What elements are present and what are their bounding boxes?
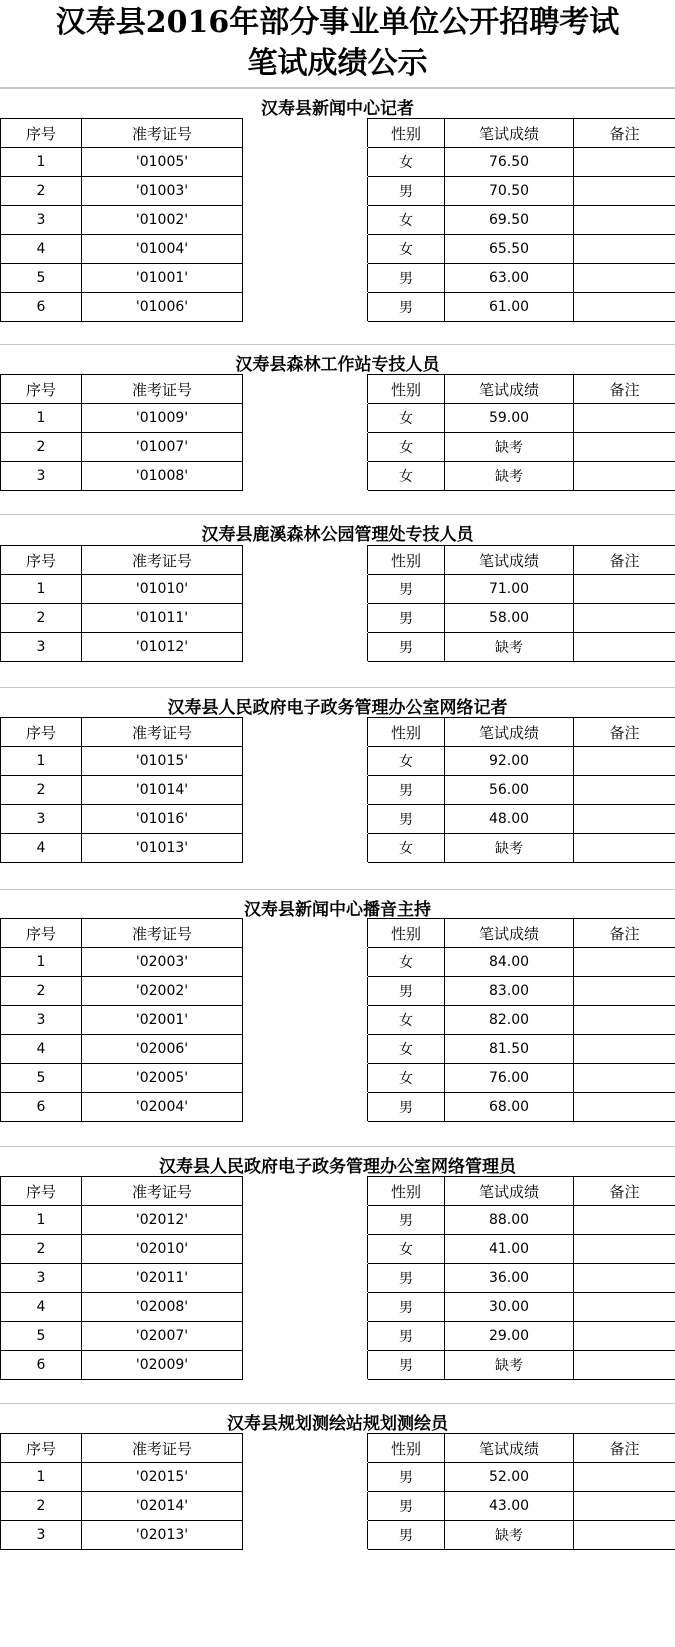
cell-seq: 1 [1,948,82,977]
cell-name-blank [243,948,368,977]
cell-sex: 女 [368,948,445,977]
table-row [1,235,675,264]
cell-seq: 2 [1,1235,82,1264]
cell-name-blank [243,462,368,491]
table-row [1,1093,675,1122]
cell-seq: 2 [1,433,82,462]
table-header-row [1,1434,675,1463]
cell-ticket: '01009' [82,404,243,433]
header-note: 备注 [574,1434,675,1463]
cell-ticket: '01007' [82,433,243,462]
cell-note [574,264,675,293]
table-header-row [1,546,675,575]
header-seq: 序号 [1,1434,82,1463]
cell-name-blank [243,1093,368,1122]
results-table [0,717,675,863]
cell-sex: 女 [368,148,445,177]
cell-score: 58.00 [445,604,574,633]
cell-ticket: '02004' [82,1093,243,1122]
cell-ticket: '01014' [82,776,243,805]
table-row [1,264,675,293]
results-table [0,918,675,1122]
cell-ticket: '01001' [82,264,243,293]
table-row [1,293,675,322]
header-seq: 序号 [1,119,82,148]
table-row [1,206,675,235]
header-score: 笔试成绩 [445,1177,574,1206]
cell-name-blank [243,1293,368,1322]
cell-name-blank [243,404,368,433]
cell-name-blank [243,604,368,633]
cell-ticket: '02013' [82,1521,243,1550]
section-title: 汉寿县新闻中心记者 [261,99,414,119]
cell-name-blank [243,805,368,834]
table-header-row [1,919,675,948]
header-score: 笔试成绩 [445,546,574,575]
cell-seq: 2 [1,1492,82,1521]
cell-name-blank [243,264,368,293]
table-row [1,404,675,433]
cell-note [574,1322,675,1351]
page-header [0,0,675,88]
cell-score: 76.50 [445,148,574,177]
cell-note [574,977,675,1006]
cell-ticket: '02002' [82,977,243,1006]
cell-ticket: '01002' [82,206,243,235]
cell-sex: 男 [368,1521,445,1550]
cell-note [574,404,675,433]
header-ticket: 准考证号 [82,718,243,747]
cell-sex: 女 [368,834,445,863]
header-sex: 性别 [368,375,445,404]
cell-name-blank [243,235,368,264]
cell-ticket: '01012' [82,633,243,662]
cell-score: 81.50 [445,1035,574,1064]
cell-seq: 1 [1,1463,82,1492]
header-note: 备注 [574,919,675,948]
cell-sex: 女 [368,1035,445,1064]
cell-note [574,206,675,235]
cell-score: 缺考 [445,433,574,462]
cell-ticket: '01003' [82,177,243,206]
table-row [1,747,675,776]
cell-seq: 6 [1,1351,82,1380]
cell-note [574,293,675,322]
cell-score: 29.00 [445,1322,574,1351]
header-sex: 性别 [368,546,445,575]
header-note: 备注 [574,119,675,148]
cell-ticket: '01005' [82,148,243,177]
cell-note [574,1064,675,1093]
table-row [1,977,675,1006]
cell-note [574,1264,675,1293]
cell-name-blank [243,1322,368,1351]
cell-sex: 男 [368,1351,445,1380]
cell-sex: 女 [368,747,445,776]
cell-name-blank [243,206,368,235]
cell-score: 70.50 [445,177,574,206]
cell-note [574,1351,675,1380]
cell-seq: 5 [1,1322,82,1351]
cell-ticket: '02007' [82,1322,243,1351]
header-seq: 序号 [1,919,82,948]
header-name-blank [243,119,368,148]
cell-note [574,805,675,834]
header-score: 笔试成绩 [445,375,574,404]
cell-seq: 6 [1,1093,82,1122]
header-score: 笔试成绩 [445,919,574,948]
cell-sex: 女 [368,1235,445,1264]
cell-score: 59.00 [445,404,574,433]
header-name-blank [243,546,368,575]
cell-ticket: '02001' [82,1006,243,1035]
cell-seq: 4 [1,1035,82,1064]
cell-name-blank [243,1006,368,1035]
table-header-row [1,119,675,148]
header-score: 笔试成绩 [445,718,574,747]
table-row [1,633,675,662]
header-ticket: 准考证号 [82,119,243,148]
header-ticket: 准考证号 [82,546,243,575]
header-sex: 性别 [368,119,445,148]
cell-ticket: '02011' [82,1264,243,1293]
header-note: 备注 [574,546,675,575]
table-row [1,1293,675,1322]
cell-score: 52.00 [445,1463,574,1492]
cell-score: 缺考 [445,462,574,491]
cell-score: 69.50 [445,206,574,235]
cell-name-blank [243,433,368,462]
cell-sex: 男 [368,1463,445,1492]
cell-score: 63.00 [445,264,574,293]
cell-sex: 男 [368,776,445,805]
table-row [1,776,675,805]
cell-ticket: '01013' [82,834,243,863]
cell-ticket: '02015' [82,1463,243,1492]
cell-name-blank [243,834,368,863]
cell-score: 82.00 [445,1006,574,1035]
cell-note [574,1521,675,1550]
cell-sex: 女 [368,404,445,433]
table-row [1,1206,675,1235]
cell-ticket: '01006' [82,293,243,322]
cell-note [574,177,675,206]
cell-seq: 1 [1,404,82,433]
cell-note [574,433,675,462]
cell-sex: 女 [368,462,445,491]
cell-ticket: '02008' [82,1293,243,1322]
table-row [1,1264,675,1293]
cell-seq: 2 [1,177,82,206]
section-divider [0,1403,675,1404]
cell-score: 43.00 [445,1492,574,1521]
header-name-blank [243,919,368,948]
header-note: 备注 [574,375,675,404]
table-row [1,177,675,206]
table-row [1,433,675,462]
table-row [1,462,675,491]
cell-name-blank [243,575,368,604]
header-name-blank [243,718,368,747]
cell-note [574,462,675,491]
cell-note [574,148,675,177]
section-divider [0,1146,675,1147]
cell-seq: 5 [1,1064,82,1093]
cell-name-blank [243,1035,368,1064]
cell-seq: 3 [1,1264,82,1293]
section-title: 汉寿县森林工作站专技人员 [235,355,440,375]
section-title: 汉寿县新闻中心播音主持 [244,900,431,920]
table-row [1,148,675,177]
cell-seq: 1 [1,747,82,776]
header-note: 备注 [574,718,675,747]
table-row [1,1463,675,1492]
table-row [1,1235,675,1264]
header-seq: 序号 [1,718,82,747]
cell-seq: 6 [1,293,82,322]
cell-note [574,1235,675,1264]
cell-score: 84.00 [445,948,574,977]
cell-name-blank [243,747,368,776]
cell-score: 76.00 [445,1064,574,1093]
section-title: 汉寿县鹿溪森林公园管理处专技人员 [201,525,474,545]
header-score: 笔试成绩 [445,119,574,148]
section-divider [0,889,675,890]
cell-name-blank [243,148,368,177]
table-row [1,1492,675,1521]
cell-ticket: '01004' [82,235,243,264]
cell-seq: 2 [1,776,82,805]
header-ticket: 准考证号 [82,375,243,404]
cell-seq: 4 [1,834,82,863]
section-divider [0,88,675,89]
cell-ticket: '02014' [82,1492,243,1521]
cell-sex: 女 [368,433,445,462]
cell-name-blank [243,776,368,805]
cell-note [574,948,675,977]
cell-note [574,1293,675,1322]
cell-ticket: '02009' [82,1351,243,1380]
section-divider [0,687,675,688]
header-sex: 性别 [368,718,445,747]
section-title: 汉寿县人民政府电子政务管理办公室网络记者 [167,698,508,718]
table-row [1,575,675,604]
cell-seq: 4 [1,235,82,264]
cell-note [574,776,675,805]
section-divider [0,514,675,515]
cell-name-blank [243,1351,368,1380]
cell-ticket: '02010' [82,1235,243,1264]
cell-seq: 3 [1,805,82,834]
cell-seq: 2 [1,977,82,1006]
cell-ticket: '01011' [82,604,243,633]
table-row [1,1322,675,1351]
cell-ticket: '02003' [82,948,243,977]
cell-ticket: '02005' [82,1064,243,1093]
cell-name-blank [243,293,368,322]
cell-note [574,235,675,264]
cell-score: 36.00 [445,1264,574,1293]
header-ticket: 准考证号 [82,919,243,948]
cell-score: 48.00 [445,805,574,834]
cell-sex: 男 [368,805,445,834]
cell-seq: 3 [1,206,82,235]
section-divider [0,344,675,345]
cell-name-blank [243,633,368,662]
cell-name-blank [243,1206,368,1235]
cell-sex: 男 [368,1293,445,1322]
table-header-row [1,375,675,404]
cell-sex: 男 [368,633,445,662]
page-subtitle: 笔试成绩公示 [247,46,428,81]
cell-sex: 男 [368,1206,445,1235]
table-header-row [1,718,675,747]
cell-score: 30.00 [445,1293,574,1322]
header-sex: 性别 [368,919,445,948]
cell-name-blank [243,1463,368,1492]
section-title: 汉寿县人民政府电子政务管理办公室网络管理员 [159,1157,516,1177]
table-row [1,948,675,977]
cell-note [574,1492,675,1521]
cell-score: 68.00 [445,1093,574,1122]
table-row [1,1035,675,1064]
cell-sex: 女 [368,1064,445,1093]
cell-sex: 男 [368,1093,445,1122]
cell-note [574,1006,675,1035]
cell-sex: 男 [368,293,445,322]
header-name-blank [243,1177,368,1206]
table-row [1,1006,675,1035]
cell-name-blank [243,1492,368,1521]
header-seq: 序号 [1,546,82,575]
cell-note [574,834,675,863]
header-sex: 性别 [368,1177,445,1206]
cell-note [574,1093,675,1122]
cell-note [574,1463,675,1492]
cell-score: 缺考 [445,1351,574,1380]
table-row [1,834,675,863]
cell-score: 缺考 [445,1521,574,1550]
cell-sex: 男 [368,177,445,206]
table-row [1,1351,675,1380]
cell-sex: 女 [368,235,445,264]
cell-score: 61.00 [445,293,574,322]
table-row [1,805,675,834]
cell-name-blank [243,1235,368,1264]
cell-score: 缺考 [445,834,574,863]
cell-score: 92.00 [445,747,574,776]
cell-score: 65.50 [445,235,574,264]
results-table [0,374,675,491]
table-row [1,1064,675,1093]
cell-sex: 男 [368,1264,445,1293]
cell-sex: 女 [368,1006,445,1035]
cell-score: 88.00 [445,1206,574,1235]
cell-sex: 男 [368,604,445,633]
cell-ticket: '01008' [82,462,243,491]
results-table [0,545,675,662]
cell-sex: 男 [368,1322,445,1351]
cell-seq: 4 [1,1293,82,1322]
cell-note [574,633,675,662]
cell-sex: 男 [368,977,445,1006]
cell-name-blank [243,1521,368,1550]
cell-seq: 3 [1,633,82,662]
header-sex: 性别 [368,1434,445,1463]
table-row [1,1521,675,1550]
header-ticket: 准考证号 [82,1434,243,1463]
header-score: 笔试成绩 [445,1434,574,1463]
results-table [0,118,675,322]
cell-note [574,604,675,633]
cell-note [574,575,675,604]
section-title: 汉寿县规划测绘站规划测绘员 [227,1414,448,1434]
cell-name-blank [243,1064,368,1093]
cell-sex: 男 [368,264,445,293]
cell-ticket: '01010' [82,575,243,604]
cell-sex: 男 [368,575,445,604]
cell-score: 41.00 [445,1235,574,1264]
header-seq: 序号 [1,1177,82,1206]
cell-ticket: '02006' [82,1035,243,1064]
cell-seq: 1 [1,1206,82,1235]
cell-score: 71.00 [445,575,574,604]
page-title: 汉寿县2016年部分事业单位公开招聘考试 [55,5,620,40]
cell-score: 56.00 [445,776,574,805]
header-ticket: 准考证号 [82,1177,243,1206]
cell-seq: 1 [1,575,82,604]
header-note: 备注 [574,1177,675,1206]
header-seq: 序号 [1,375,82,404]
results-table [0,1433,675,1550]
cell-seq: 5 [1,264,82,293]
header-name-blank [243,375,368,404]
cell-name-blank [243,977,368,1006]
cell-seq: 1 [1,148,82,177]
cell-note [574,747,675,776]
cell-score: 缺考 [445,633,574,662]
cell-seq: 3 [1,1006,82,1035]
cell-seq: 3 [1,462,82,491]
cell-ticket: '01016' [82,805,243,834]
table-header-row [1,1177,675,1206]
results-table [0,1176,675,1380]
cell-sex: 女 [368,206,445,235]
table-row [1,604,675,633]
cell-sex: 男 [368,1492,445,1521]
cell-ticket: '02012' [82,1206,243,1235]
cell-note [574,1035,675,1064]
cell-note [574,1206,675,1235]
cell-seq: 2 [1,604,82,633]
cell-ticket: '01015' [82,747,243,776]
header-name-blank [243,1434,368,1463]
cell-seq: 3 [1,1521,82,1550]
cell-name-blank [243,177,368,206]
cell-name-blank [243,1264,368,1293]
cell-score: 83.00 [445,977,574,1006]
